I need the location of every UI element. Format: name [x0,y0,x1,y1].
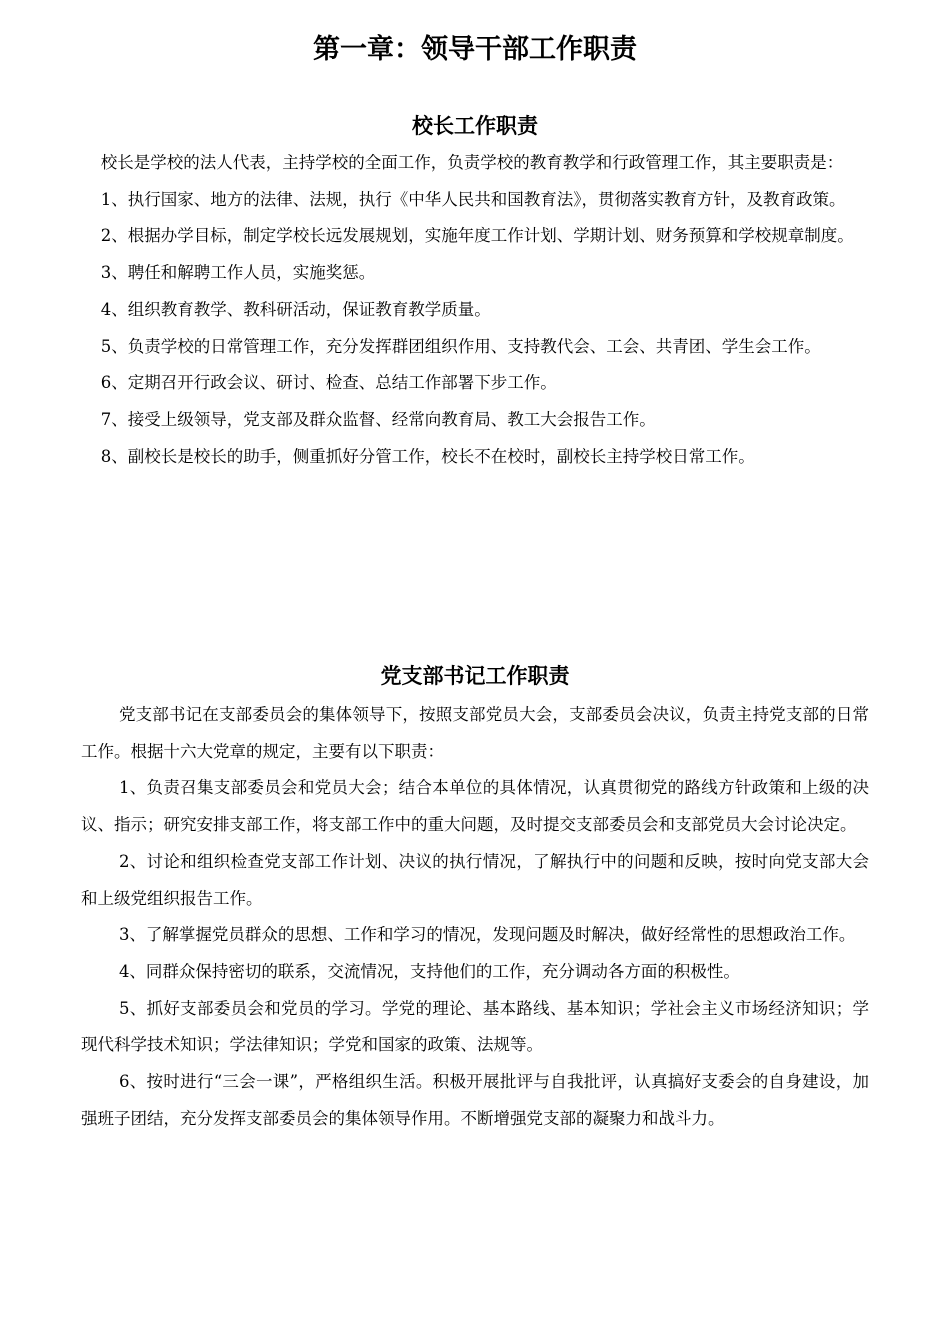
paragraph: 4、组织教育教学、教科研活动，保证教育教学质量。 [100,299,491,319]
paragraph: 4、同群众保持密切的联系，交流情况，支持他们的工作，充分调动各方面的积极性。 [118,961,740,981]
paragraph: 1、负责召集支部委员会和党员大会；结合本单位的具体情况，认真贯彻党的路线方针政策和上级的决议、指示；研究安排支部工作，将支部工作中的重大问题，及时提交支部委员会和支部党员大会讨论决定。 [81,778,869,835]
chapter-title: 第一章：领导干部工作职责 [313,34,637,65]
paragraph: 2、讨论和组织检查党支部工作计划、决议的执行情况，了解执行中的问题和反映，按时向党支部大会和上级党组织报告工作。 [81,851,869,908]
section-body-principal [81,145,869,475]
paragraph: 5、抓好支部委员会和党员的学习。学党的理论、基本路线、基本知识；学社会主义市场经济知识；学现代科学技术知识；学法律知识；学党和国家的政策、法规等。 [81,998,869,1055]
paragraph: 3、了解掌握党员群众的思想、工作和学习的情况，发现问题及时解决，做好经常性的思想政治工作。 [118,925,856,945]
section-title-party-secretary: 党支部书记工作职责 [380,663,570,688]
paragraph: 6、按时进行“三会一课”，严格组织生活。积极开展批评与自我批评，认真搞好支委会的自身建设，加强班子团结，充分发挥支部委员会的集体领导作用。不断增强党支部的凝聚力和战斗力。 [81,1072,869,1128]
paragraph: 8、副校长是校长的助手，侧重抓好分管工作，校长不在校时，副校长主持学校日常工作。 [100,446,755,466]
section-body-party-secretary [81,697,869,1137]
paragraph: 6、定期召开行政会议、研讨、检查、总结工作部署下步工作。 [100,373,557,393]
paragraph: 党支部书记在支部委员会的集体领导下，按照支部党员大会，支部委员会决议，负责主持党支部的日常工作。根据十六大党章的规定，主要有以下职责： [81,705,869,761]
section-title-principal: 校长工作职责 [412,113,538,138]
paragraph: 1、执行国家、地方的法律、法规，执行《中华人民共和国教育法》，贯彻落实教育方针，及教育政策。 [100,189,846,209]
paragraph: 2、根据办学目标，制定学校长远发展规划，实施年度工作计划、学期计划、财务预算和学校规章制度。 [100,226,854,246]
paragraph: 校长是学校的法人代表，主持学校的全面工作，负责学校的教育教学和行政管理工作，其主要职责是： [100,153,844,172]
paragraph: 3、聘任和解聘工作人员，实施奖惩。 [100,263,376,283]
paragraph: 7、接受上级领导，党支部及群众监督、经常向教育局、教工大会报告工作。 [100,409,656,429]
paragraph: 5、负责学校的日常管理工作，充分发挥群团组织作用、支持教代会、工会、共青团、学生会工作。 [100,336,821,356]
